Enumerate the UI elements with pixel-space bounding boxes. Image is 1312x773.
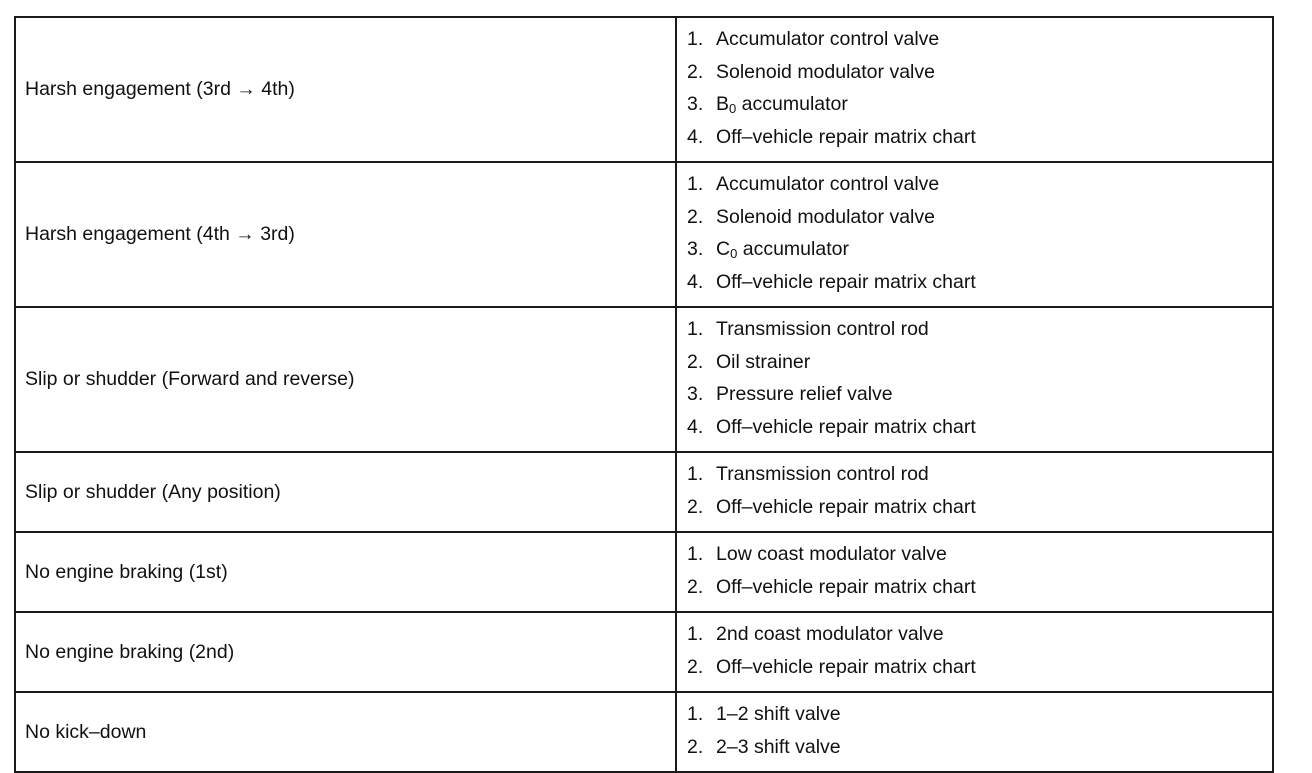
cause-text — [716, 173, 939, 196]
cause-text — [716, 383, 893, 406]
cause-item — [687, 703, 1272, 736]
table-row — [16, 613, 1272, 693]
cause-item — [687, 238, 1272, 271]
cause-item — [687, 463, 1272, 496]
cause-item — [687, 496, 1272, 529]
cause-number: 2. — [687, 205, 704, 228]
cause-text — [716, 656, 976, 679]
cause-text — [716, 238, 849, 261]
cause-item — [687, 623, 1272, 656]
cause-text-main: Low coast modulator valve — [716, 543, 947, 565]
symptom-cell: Slip or shudder (Any position) — [16, 453, 677, 531]
cause-item — [687, 206, 1272, 239]
cause-text-main: Solenoid modulator valve — [716, 205, 935, 228]
cause-text — [716, 271, 976, 294]
cause-text — [716, 61, 935, 84]
cause-text — [716, 543, 947, 566]
cause-item — [687, 736, 1272, 769]
symptom-cell: Harsh engagement (3rd → 4th) — [16, 18, 677, 161]
cause-number: 2. — [687, 655, 704, 678]
table-row — [16, 308, 1272, 453]
cause-text-main: Off–vehicle repair matrix chart — [716, 495, 976, 518]
cause-number: 3. — [687, 238, 704, 260]
cause-number: 1. — [687, 173, 704, 195]
cause-number: 2. — [687, 575, 704, 598]
cause-text-main: Accumulator control valve — [716, 173, 940, 195]
cause-text — [716, 416, 976, 439]
cause-text-main: 1–2 shift valve — [716, 703, 841, 725]
cause-text-main: C — [716, 238, 731, 260]
cause-text — [716, 126, 976, 149]
cause-item — [687, 93, 1272, 126]
cause-text-main: Accumulator control valve — [716, 28, 940, 50]
cause-item — [687, 173, 1272, 206]
cause-text-main: B — [716, 93, 730, 115]
symptom-cell: No kick–down — [16, 693, 677, 771]
troubleshooting-table — [14, 16, 1274, 773]
cause-item — [687, 126, 1272, 159]
cause-list — [677, 308, 1272, 451]
cause-text-suffix: accumulator — [737, 238, 849, 260]
cause-text-main: Off–vehicle repair matrix chart — [716, 575, 976, 598]
cause-text-main: Off–vehicle repair matrix chart — [716, 415, 976, 438]
cause-text-main: Pressure relief valve — [716, 383, 893, 405]
cause-list — [677, 18, 1272, 161]
cause-list — [677, 613, 1272, 691]
cause-number: 4. — [687, 270, 704, 293]
cause-item — [687, 61, 1272, 94]
cause-number: 1. — [687, 703, 704, 725]
cause-number: 2. — [687, 735, 704, 758]
cause-text-main: Transmission control rod — [716, 318, 929, 340]
cause-text-subscript: 0 — [730, 246, 738, 261]
cause-item — [687, 543, 1272, 576]
cause-list — [677, 453, 1272, 531]
cause-text — [716, 623, 944, 646]
table-row — [16, 163, 1272, 308]
cause-number: 3. — [687, 93, 704, 115]
cause-number: 2. — [687, 60, 704, 83]
cause-item — [687, 656, 1272, 689]
cause-list — [677, 693, 1272, 771]
cause-text-subscript: 0 — [729, 101, 737, 116]
table-row — [16, 453, 1272, 533]
cause-text-main: Off–vehicle repair matrix chart — [716, 270, 976, 293]
cause-text-main: 2nd coast modulator valve — [716, 623, 944, 645]
cause-item — [687, 271, 1272, 304]
table-row — [16, 533, 1272, 613]
cause-number: 4. — [687, 125, 704, 148]
symptom-cell: No engine braking (2nd) — [16, 613, 677, 691]
symptom-cell: No engine braking (1st) — [16, 533, 677, 611]
cause-item — [687, 351, 1272, 384]
symptom-cell: Slip or shudder (Forward and reverse) — [16, 308, 677, 451]
cause-text-main: 2–3 shift valve — [716, 735, 841, 758]
cause-number: 2. — [687, 350, 704, 373]
cause-item — [687, 28, 1272, 61]
cause-number: 2. — [687, 495, 704, 518]
cause-number: 1. — [687, 318, 704, 340]
cause-text-main: Transmission control rod — [716, 463, 929, 485]
cause-text-main: Oil strainer — [716, 350, 811, 373]
symptom-cell: Harsh engagement (4th → 3rd) — [16, 163, 677, 306]
cause-item — [687, 383, 1272, 416]
cause-text — [716, 703, 841, 726]
cause-number: 1. — [687, 28, 704, 50]
cause-text — [716, 463, 929, 486]
cause-item — [687, 318, 1272, 351]
table-row — [16, 18, 1272, 163]
cause-list — [677, 533, 1272, 611]
cause-text — [716, 351, 810, 374]
cause-text — [716, 318, 929, 341]
table-row — [16, 693, 1272, 771]
cause-text-main: Off–vehicle repair matrix chart — [716, 655, 976, 678]
cause-text — [716, 736, 841, 759]
cause-list — [677, 163, 1272, 306]
cause-text-suffix: accumulator — [736, 93, 848, 115]
cause-text — [716, 93, 848, 116]
cause-number: 3. — [687, 383, 704, 405]
cause-text — [716, 496, 976, 519]
cause-number: 1. — [687, 623, 704, 645]
cause-text-main: Off–vehicle repair matrix chart — [716, 125, 976, 148]
cause-number: 4. — [687, 415, 704, 438]
cause-number: 1. — [687, 463, 704, 485]
cause-text — [716, 576, 976, 599]
cause-text — [716, 28, 939, 51]
cause-item — [687, 416, 1272, 449]
cause-text — [716, 206, 935, 229]
cause-item — [687, 576, 1272, 609]
cause-text-main: Solenoid modulator valve — [716, 60, 935, 83]
cause-number: 1. — [687, 543, 704, 565]
